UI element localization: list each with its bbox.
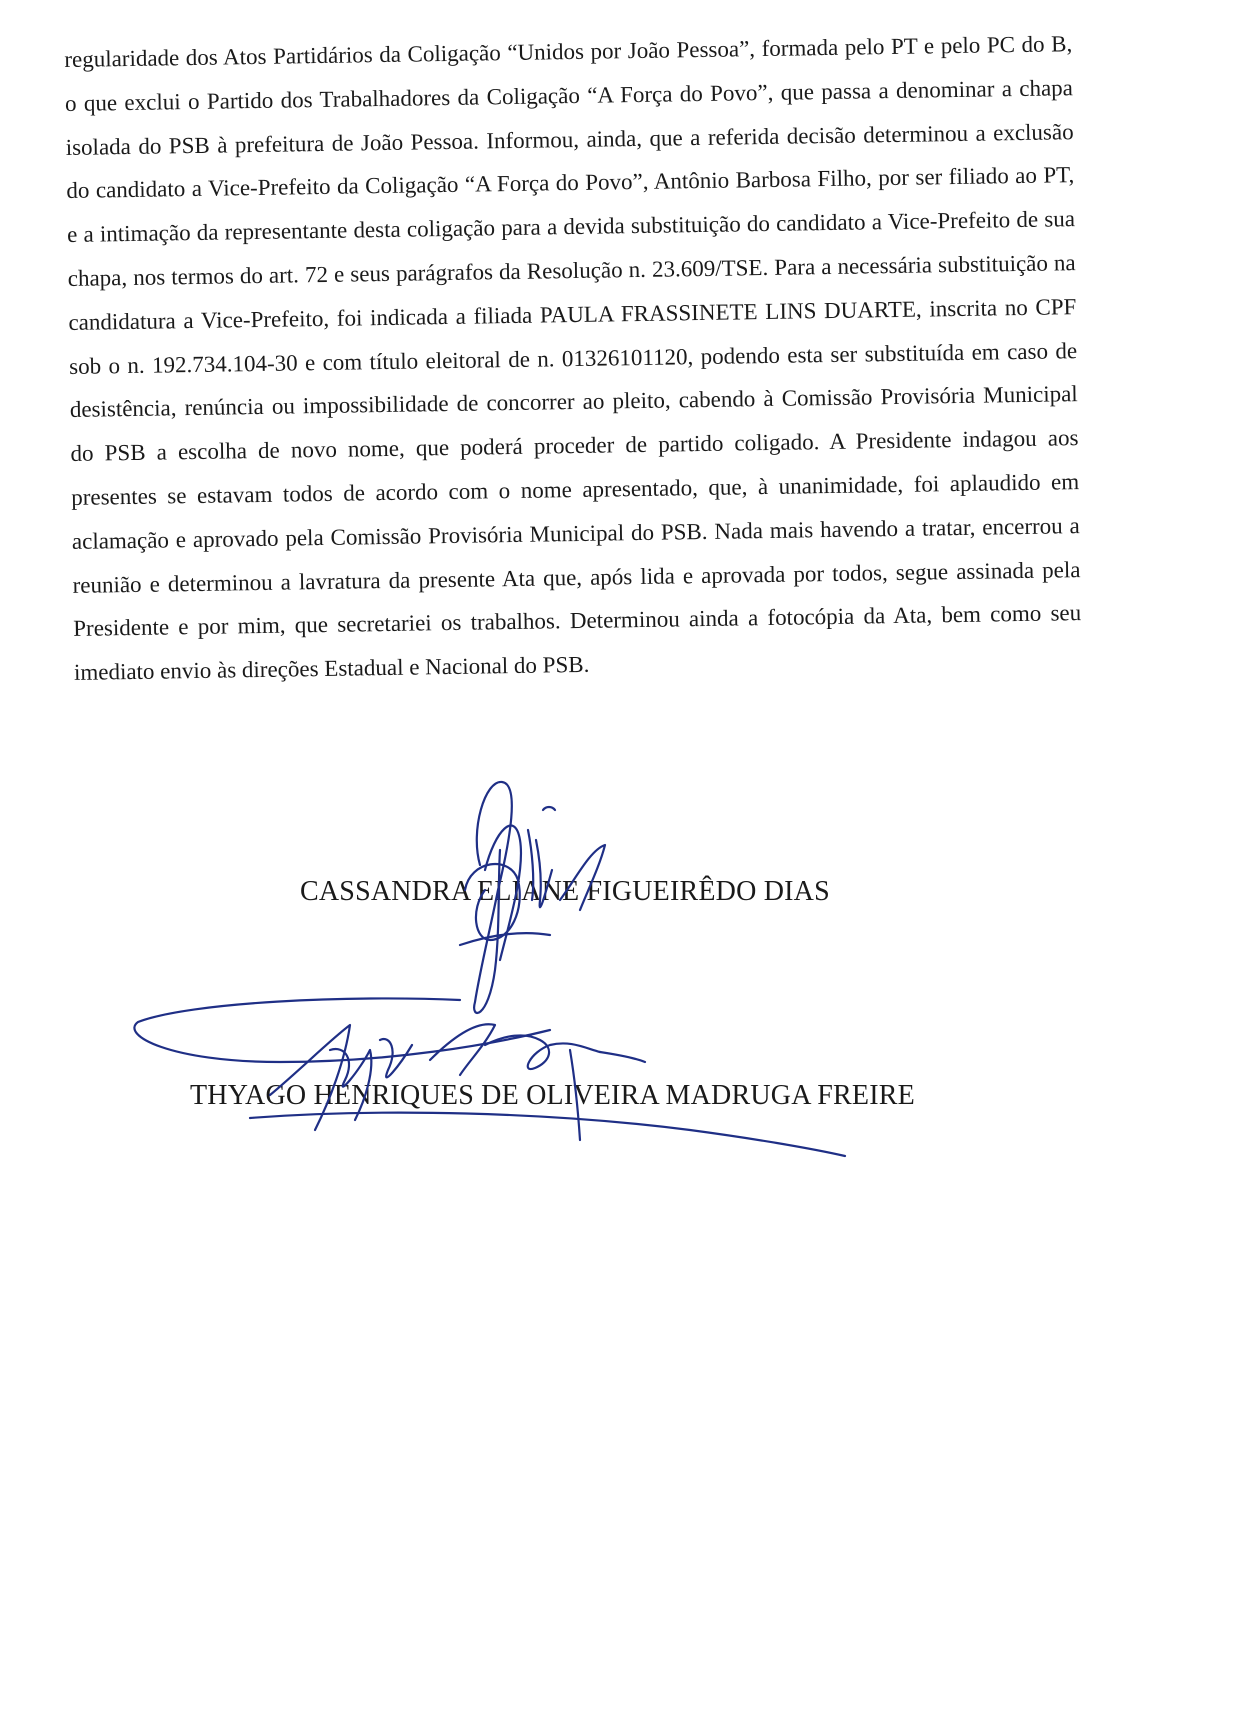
document-body [64,22,1082,695]
signatory-name-secretario: THYAGO HENRIQUES DE OLIVEIRA MADRUGA FREIRE [190,1080,915,1111]
signature-cassandra [440,770,640,1020]
signature-thyago [130,990,850,1170]
signatory-name-presidente: CASSANDRA ELIANE FIGUEIRÊDO DIAS [300,876,830,907]
body-paragraph: regularidade dos Atos Partidários da Coligação “Unidos por João Pessoa”, formada pelo PT e pelo PC do B, o que exclui o Partido dos Trabalhadores da Coligação “A Força do Povo”, que passa a denominar a chapa isolada do PSB à prefeitura de João Pessoa. Informou, ainda, que a referida decisão determinou a exclusão do candidato a Vice-Prefeito da Coligação “A Força do Povo”, Antônio Barbosa Filho, por ser filiado ao PT, e a intimação da representante desta coligação para a devida substituição do candidato a Vice-Prefeito de sua chapa, nos termos do art. 72 e seus parágrafos da Resolução n. 23.609/TSE. Para a necessária substituição na candidatura a Vice-Prefeito, foi indicada a filiada PAULA FRASSINETE LINS DUARTE, inscrita no CPF sob o n. 192.734.104-30 e com título eleitoral de n. 01326101120, podendo esta ser substituída em caso de desistência, renúncia ou impossibilidade de concorrer ao pleito, cabendo à Comissão Provisória Municipal do PSB a escolha de novo nome, que poderá proceder de partido coligado. A Presidente indagou aos presentes se estavam todos de acordo com o nome apresentado, que, à unanimidade, foi aplaudido em aclamação e aprovado pela Comissão Provisória Municipal do PSB. Nada mais havendo a tratar, encerrou a reunião e determinou a lavratura da presente Ata que, após lida e aprovada por todos, segue assinada pela Presidente e por mim, que secretariei os trabalhos. Determinou ainda a fotocópia da Ata, bem como seu imediato envio às direções Estadual e Nacional do PSB. [64,31,1082,686]
